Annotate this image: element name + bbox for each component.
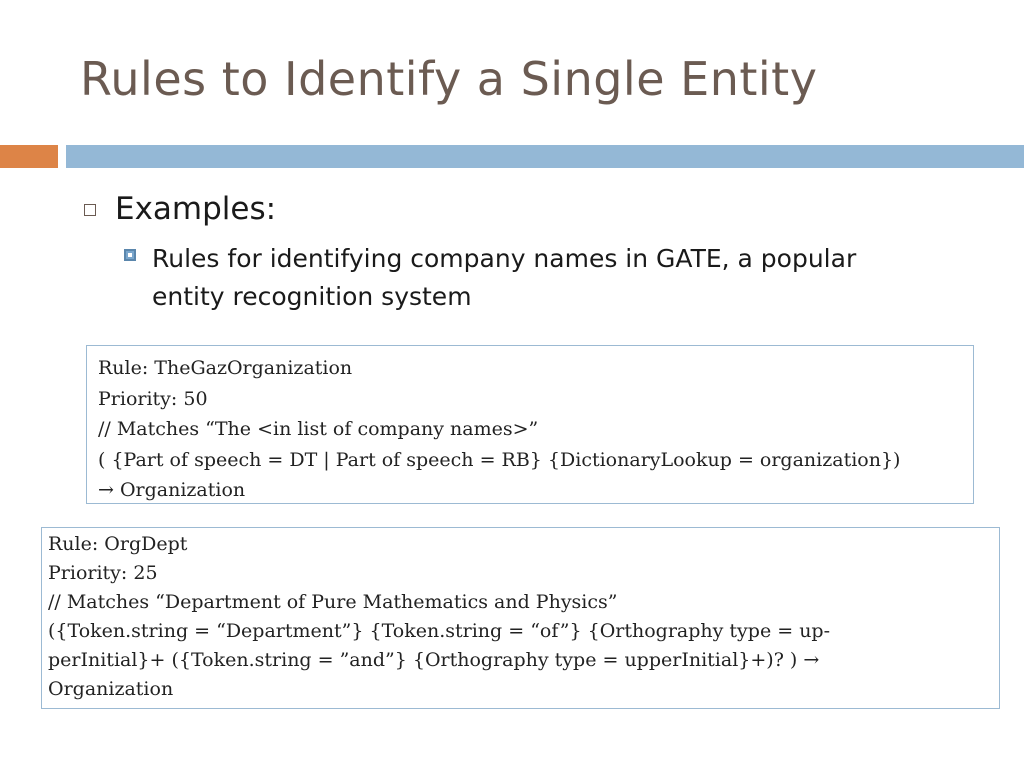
bullet-level2-text: Rules for identifying company names in GATE, a popular entity recognition system (152, 244, 857, 311)
rule1-line-priority: Priority: 50 (98, 387, 208, 410)
filled-square-bullet-icon (124, 249, 136, 261)
rule1-line-result: → Organization (98, 479, 246, 501)
rule2-line-name: Rule: OrgDept (48, 533, 188, 555)
accent-bar-blue (66, 145, 1024, 168)
rule-box-orgdept (41, 527, 1000, 709)
rule2-line-result: Organization (48, 678, 174, 700)
rule1-line-name: Rule: TheGazOrganization (98, 357, 353, 379)
slide-title: Rules to Identify a Single Entity (80, 52, 818, 106)
rule2-line-priority: Priority: 25 (48, 562, 158, 584)
hollow-square-bullet-icon (84, 204, 96, 216)
rule1-line-pattern: ( {Part of speech = DT | Part of speech = RB} {DictionaryLookup = organization}) (98, 448, 901, 471)
rule2-line-comment: // Matches “Department of Pure Mathematics and Physics” (48, 591, 618, 613)
bullet-level1 (84, 191, 276, 227)
rule-box-thegazorganization (86, 345, 974, 504)
accent-bar-orange (0, 145, 58, 168)
rule1-line-comment: // Matches “The <in list of company names>” (98, 418, 539, 440)
rule2-line-pattern-part2: perInitial}+ ({Token.string = ”and”} {Orthography type = upperInitial}+)? ) → (48, 649, 820, 671)
bullet-level1-text: Examples: (115, 191, 277, 227)
rule2-line-pattern-part1: ({Token.string = “Department”} {Token.string = “of”} {Orthography type = up- (48, 620, 831, 642)
bullet-level2 (124, 240, 904, 316)
